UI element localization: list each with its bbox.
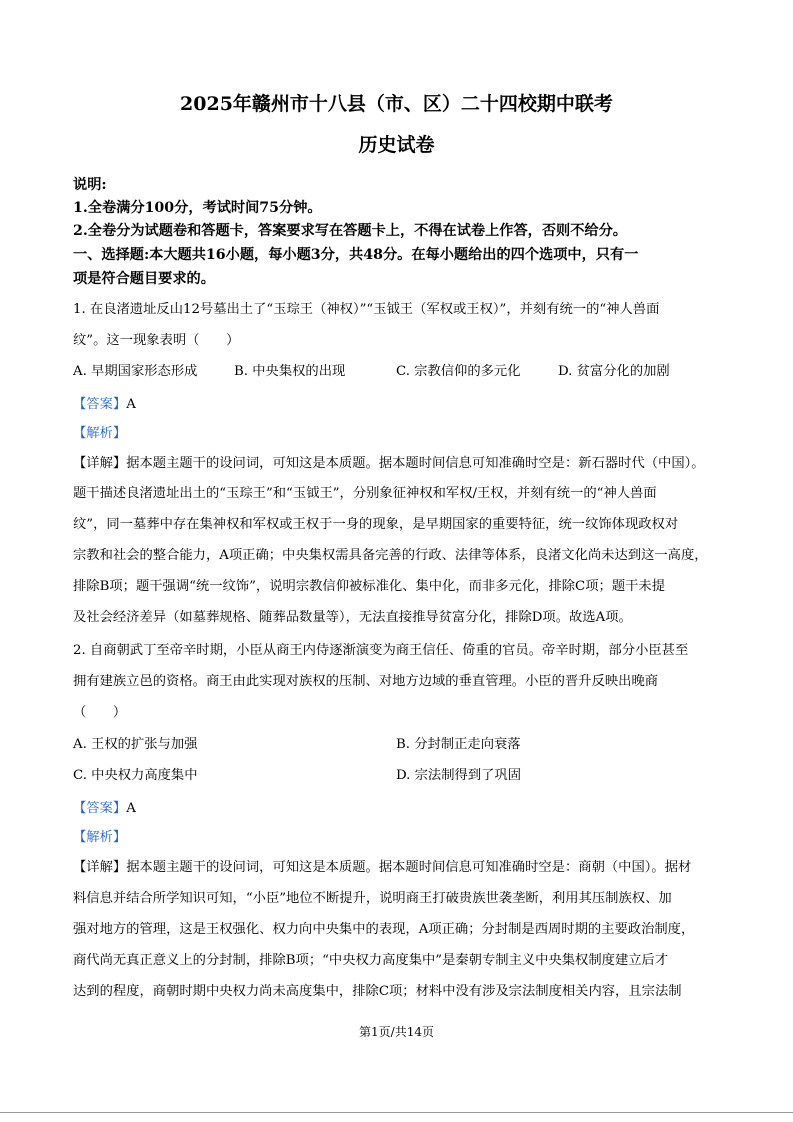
q1-detail-line: 纹”，同一墓葬中存在集神权和军权或王权于一身的现象，是早期国家的重要特征，统一纹饰体现政权对 xyxy=(73,517,679,532)
q1-detail-line: 及社会经济差异（如墓葬规格、随葬品数量等），无法直接推导贫富分化，排除D项。故选A项。 xyxy=(73,610,632,625)
analysis-tag: 【解析】 xyxy=(73,830,127,845)
q2-detail-line: 强对地方的管理，这是王权强化、权力向中央集中的表现，A项正确；分封制是西周时期的主要政治制度， xyxy=(73,922,695,937)
q2-detail-line: 料信息并结合所学知识可知，“小臣”地位不断提升，说明商王打破贵族世袭垄断，利用其压制族权、加 xyxy=(73,891,672,906)
answer-tag: 【答案】 xyxy=(73,801,127,816)
instructions-heading: 说明: xyxy=(73,177,107,193)
q1-option-a: A. 早期国家形态形成 xyxy=(73,364,198,379)
q2-detail-line: 商代尚无真正意义上的分封制，排除B项；“中央权力高度集中”是秦朝专制主义中央集权制度建立后才 xyxy=(73,953,669,968)
exam-title: 2025年赣州市十八县（市、区）二十四校期中联考 xyxy=(180,93,613,115)
section-heading: 一、选择题:本大题共16小题，每小题3分，共48分。在每小题给出的四个选项中，只有一 xyxy=(73,247,639,263)
page-number: 第1页/共14页 xyxy=(359,1025,434,1039)
instruction-item: 2.全卷分为试题卷和答题卡，答案要求写在答题卡上，不得在试卷上作答，否则不给分。 xyxy=(73,223,627,239)
instruction-item: 1.全卷满分100分，考试时间75分钟。 xyxy=(73,200,322,216)
answer-value: A xyxy=(126,397,136,412)
detail-tag: 【详解】 xyxy=(73,456,127,471)
q1-stem-line: 纹”。这一现象表明（ ） xyxy=(73,333,240,348)
q1-detail-line: 排除B项；题干强调“统一纹饰”，说明宗教信仰被标准化、集中化，而非多元化，排除C项；题干未提 xyxy=(73,579,666,594)
detail-tag: 【详解】 xyxy=(73,860,127,875)
exam-subtitle: 历史试卷 xyxy=(358,134,435,156)
q1-stem-line: 1. 在良渚遗址反山12号墓出土了“玉琮王（神权）”“玉钺王（军权或王权）”，并刻有统一的“神人兽面 xyxy=(73,302,660,317)
q2-option-b: B. 分封制正走向衰落 xyxy=(396,737,521,752)
q1-detail-line: 题干描述良渚遗址出土的“玉琮王”和“玉钺王”，分别象征神权和军权/王权，并刻有统一的“神人兽面 xyxy=(73,486,657,501)
q1-analysis-tag xyxy=(73,424,725,444)
q2-stem-line: 2. 自商朝武丁至帝辛时期，小臣从商王内侍逐渐演变为商王信任、倚重的官员。帝辛时期，部分小臣甚至 xyxy=(73,643,689,658)
q1-option-b: B. 中央集权的出现 xyxy=(234,364,346,379)
q2-detail-line: 达到的程度，商朝时期中央权力尚未高度集中，排除C项；材料中没有涉及宗法制度相关内容，且宗法制 xyxy=(73,984,682,999)
q1-option-c: C. 宗教信仰的多元化 xyxy=(396,364,521,379)
answer-tag: 【答案】 xyxy=(73,397,127,412)
answer-value: A xyxy=(126,801,136,816)
q2-option-a: A. 王权的扩张与加强 xyxy=(73,737,198,752)
page-divider xyxy=(0,1112,793,1113)
section-heading-cont: 项是符合题目要求的。 xyxy=(73,271,215,287)
analysis-tag: 【解析】 xyxy=(73,426,127,441)
q1-answer xyxy=(73,395,725,415)
q2-detail-line: 【详解】据本题主题干的设问词，可知这是本质题。据本题时间信息可知准确时空是：商朝（中国）。据材 xyxy=(73,860,692,875)
q2-analysis-tag xyxy=(73,828,725,848)
q1-detail-line: 宗教和社会的整合能力，A项正确；中央集权需具备完善的行政、法律等体系，良渚文化尚未达到这一高度， xyxy=(73,548,708,563)
q1-detail-line: 【详解】据本题主题干的设问词，可知这是本质题。据本题时间信息可知准确时空是：新石器时代（中国）。 xyxy=(73,456,705,471)
q2-stem-line: 拥有建族立邑的资格。商王由此实现对族权的压制、对地方边域的垂直管理。小臣的晋升反映出晚商 xyxy=(73,674,659,689)
q2-answer xyxy=(73,799,725,819)
q2-stem-line: （ ） xyxy=(73,705,127,720)
q2-option-c: C. 中央权力高度集中 xyxy=(73,768,198,783)
q1-option-d: D. 贫富分化的加剧 xyxy=(558,364,670,379)
q2-option-d: D. 宗法制得到了巩固 xyxy=(396,768,522,783)
